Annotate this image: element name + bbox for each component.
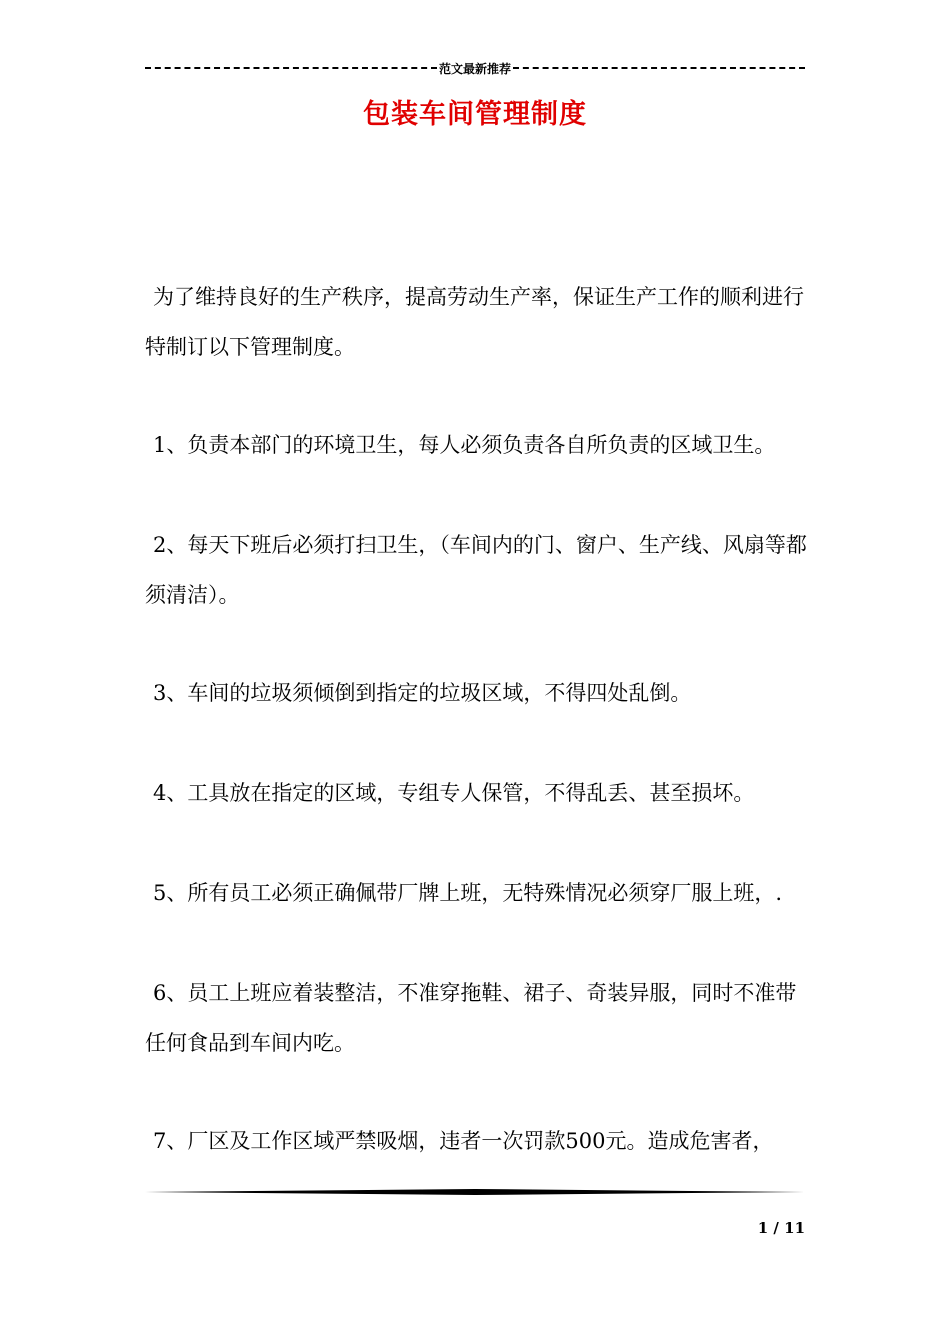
- rule-6: 6、员工上班应着装整洁，不准穿拖鞋、裙子、奇装异服，同时不准带任何食品到车间内吃。: [145, 981, 797, 1055]
- rule-1: 1、负责本部门的环境卫生，每人必须负责各自所负责的区域卫生。: [153, 433, 776, 457]
- document-title: 包装车间管理制度: [363, 99, 587, 130]
- page-header: [145, 58, 805, 78]
- rule-4: 4、工具放在指定的区域，专组专人保管，不得乱丢、甚至损坏。: [153, 781, 755, 805]
- intro-paragraph: 为了维持良好的生产秩序，提高劳动生产率，保证生产工作的顺利进行特制订以下管理制度。: [145, 285, 804, 359]
- rule-5: 5、所有员工必须正确佩带厂牌上班，无特殊情况必须穿厂服上班，.: [153, 881, 783, 905]
- header-dash-left: [145, 67, 437, 69]
- header-label: 范文最新推荐: [439, 61, 512, 76]
- header-dash-right: [513, 67, 805, 69]
- page-number: 1 / 11: [757, 1219, 805, 1237]
- rule-7: 7、厂区及工作区域严禁吸烟，违者一次罚款500元。造成危害者，: [153, 1129, 774, 1153]
- rule-2: 2、每天下班后必须打扫卫生，（车间内的门、窗户、生产线、风扇等都须清洁）。: [145, 533, 807, 607]
- rule-3: 3、车间的垃圾须倾倒到指定的垃圾区域，不得四处乱倒。: [153, 681, 692, 705]
- footer-divider: [145, 1189, 805, 1195]
